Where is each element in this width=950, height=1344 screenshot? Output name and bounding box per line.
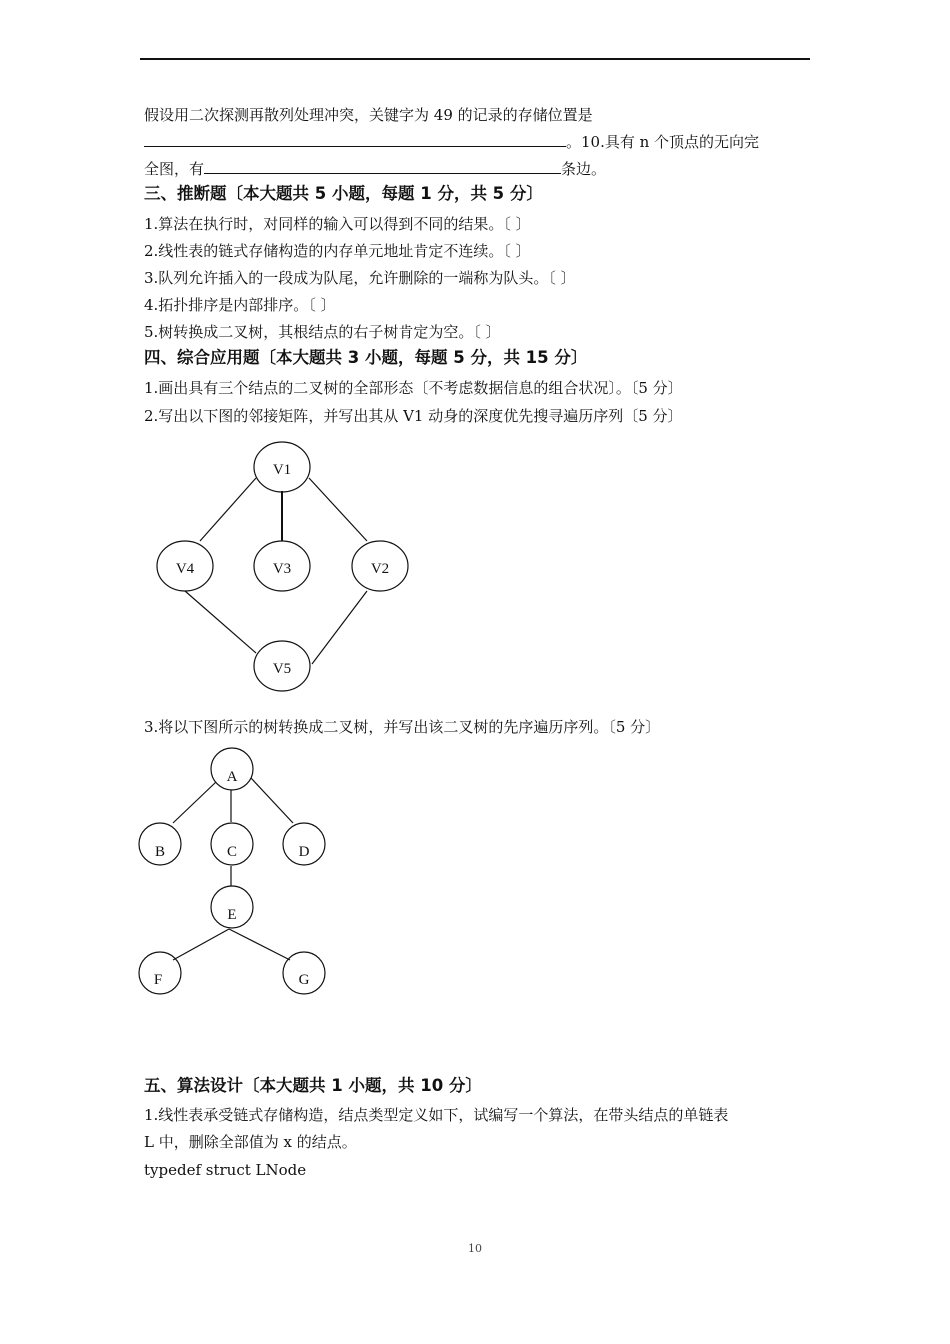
section-3-heading: 三、推断题〔本大题共 5 小题，每题 1 分，共 5 分〕 xyxy=(144,184,543,203)
edge-v1-v2 xyxy=(309,478,367,541)
tree-label-e: E xyxy=(227,907,237,923)
question-4-1: 1.画出具有三个结点的二叉树的全部形态〔不考虑数据信息的组合状况〕。〔5 分〕 xyxy=(144,379,683,397)
question-4-3: 3.将以下图所示的树转换成二叉树，并写出该二叉树的先序遍历序列。〔5 分〕 xyxy=(144,718,661,736)
question-5-1-line-2: L 中，删除全部值为 x 的结点。 xyxy=(144,1133,357,1151)
fill-in-line-1: 假设用二次探测再散列处理冲突，关键字为 49 的记录的存储位置是 xyxy=(144,106,593,124)
edge-a-d xyxy=(251,778,293,823)
tree-label-g: G xyxy=(298,972,310,988)
judge-item-5: 5.树转换成二叉树，其根结点的右子树肯定为空。〔 〕 xyxy=(144,323,501,341)
tree-labels xyxy=(154,769,310,988)
judge-item-3: 3.队列允许插入的一段成为队尾，允许删除的一端称为队头。〔 〕 xyxy=(144,269,576,287)
page-number: 10 xyxy=(468,1242,482,1255)
tree-label-a: A xyxy=(226,769,238,785)
graph-label-v2: V2 xyxy=(370,561,390,577)
tree-label-d: D xyxy=(298,844,310,860)
section-4-heading: 四、综合应用题〔本大题共 3 小题，每题 5 分，共 15 分〕 xyxy=(144,348,588,367)
judge-item-2: 2.线性表的链式存储构造的内存单元地址肯定不连续。〔 〕 xyxy=(144,242,531,260)
tree-label-b: B xyxy=(154,844,166,860)
edge-a-b xyxy=(173,782,216,823)
graph-label-v1: V1 xyxy=(272,462,292,478)
edge-e-f xyxy=(173,929,229,960)
edge-e-g xyxy=(229,929,290,960)
edge-v2-v5 xyxy=(312,591,367,664)
judge-item-1: 1.算法在执行时，对同样的输入可以得到不同的结果。〔 〕 xyxy=(144,215,531,233)
graph-label-v4: V4 xyxy=(175,561,195,577)
judge-item-4: 4.拓扑排序是内部排序。〔 〕 xyxy=(144,296,336,314)
fill-in-line-3-head: 全图，有 xyxy=(144,160,205,178)
edge-v4-v5 xyxy=(185,591,256,653)
graph-label-v3: V3 xyxy=(272,561,292,577)
fill-in-line-3-tail: 条边。 xyxy=(561,160,607,178)
tree-label-c: C xyxy=(226,844,238,860)
code-typedef: typedef struct LNode xyxy=(144,1161,307,1179)
graph-label-v5: V5 xyxy=(272,661,292,677)
tree-label-f: F xyxy=(153,972,163,988)
edge-v1-v4 xyxy=(200,478,256,541)
section-5-heading: 五、算法设计〔本大题共 1 小题，共 10 分〕 xyxy=(144,1076,482,1095)
fill-in-line-2-tail: 。10.具有 n 个顶点的无向完 xyxy=(566,133,760,151)
question-5-1-line-1: 1.线性表承受链式存储构造，结点类型定义如下，试编写一个算法，在带头结点的单链表 xyxy=(144,1106,729,1124)
question-4-2: 2.写出以下图的邻接矩阵，并写出其从 V1 动身的深度优先搜寻遍历序列〔5 分〕 xyxy=(144,407,683,425)
